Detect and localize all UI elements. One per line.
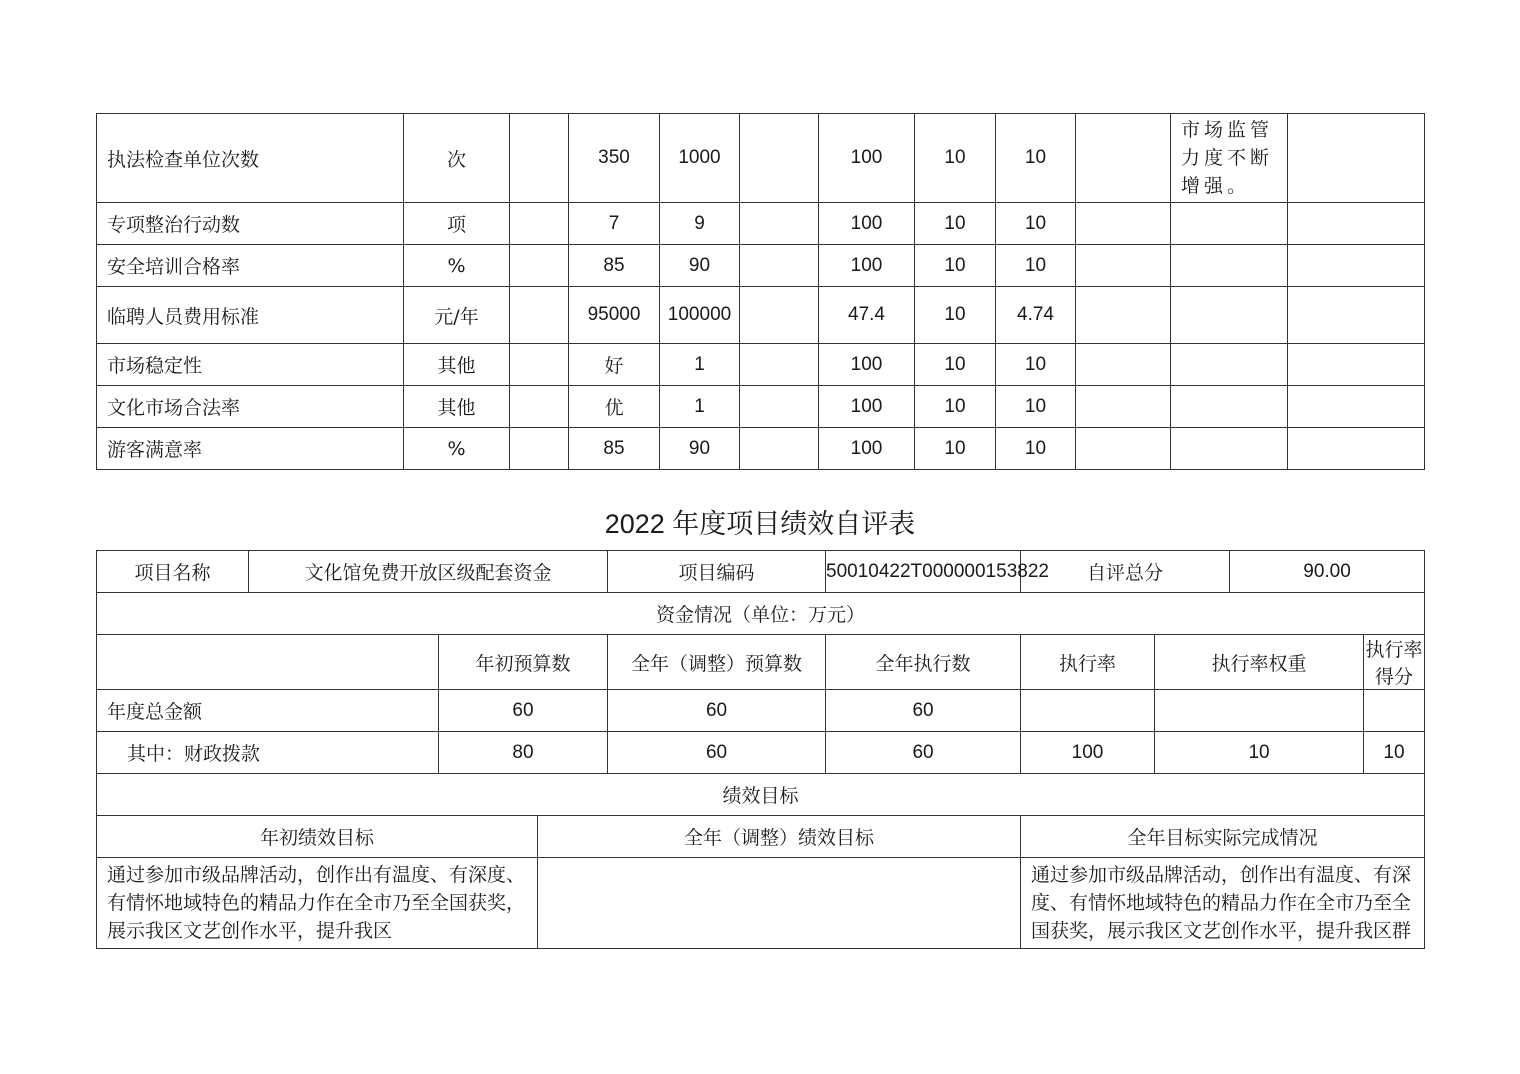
table-row (97, 551, 1425, 593)
table-row (97, 344, 1425, 386)
table-row (97, 386, 1425, 428)
table-row (97, 858, 1425, 949)
indicator-planned: 85 (569, 245, 660, 287)
indicator-actual: 1 (660, 344, 740, 386)
funds-value: 60 (439, 690, 608, 732)
table-row (97, 203, 1425, 245)
goals-header: 绩效目标 (97, 774, 1425, 816)
indicator-planned: 好 (569, 344, 660, 386)
indicator-unit: 次 (404, 114, 510, 203)
table-row (97, 690, 1425, 732)
funds-col-header: 执行率 (1021, 635, 1155, 690)
funds-value (1155, 690, 1364, 732)
table-row (97, 287, 1425, 344)
indicator-name: 执法检查单位次数 (97, 114, 404, 203)
indicator-actual: 9 (660, 203, 740, 245)
indicator-score: 10 (996, 245, 1076, 287)
indicator-planned: 85 (569, 428, 660, 470)
indicator-rate: 100 (819, 114, 915, 203)
funds-row-label: 其中：财政拨款 (97, 732, 439, 774)
goal-actual: 通过参加市级品牌活动，创作出有温度、有深度、有情怀地域特色的精品力作在全市乃至全国获奖，展示我区文艺创作水平，提升我区群 (1021, 858, 1425, 949)
project-code: 50010422T000000153822 (826, 551, 1021, 593)
indicator-actual: 1 (660, 386, 740, 428)
project-code-label: 项目编码 (608, 551, 826, 593)
indicator-unit: 项 (404, 203, 510, 245)
indicator-planned: 95000 (569, 287, 660, 344)
funds-value: 10 (1364, 732, 1425, 774)
indicator-rate: 100 (819, 428, 915, 470)
funds-value: 80 (439, 732, 608, 774)
total-score: 90.00 (1230, 551, 1425, 593)
indicator-unit: % (404, 245, 510, 287)
funds-col-header: 执行率权重 (1155, 635, 1364, 690)
self-evaluation-form (96, 550, 1425, 949)
goals-col-header: 全年目标实际完成情况 (1021, 816, 1425, 858)
indicator-actual: 90 (660, 245, 740, 287)
funds-value: 10 (1155, 732, 1364, 774)
indicator-note (1171, 287, 1288, 344)
indicator-weight: 10 (915, 245, 996, 287)
funds-col-header: 执行率得分 (1364, 635, 1425, 690)
indicator-planned: 7 (569, 203, 660, 245)
funds-col-header: 年初预算数 (439, 635, 608, 690)
table-row (97, 816, 1425, 858)
indicator-unit: 元/年 (404, 287, 510, 344)
funds-value: 60 (826, 690, 1021, 732)
indicator-actual: 1000 (660, 114, 740, 203)
indicator-name: 安全培训合格率 (97, 245, 404, 287)
table-row (97, 732, 1425, 774)
indicator-rate: 100 (819, 386, 915, 428)
indicator-score: 4.74 (996, 287, 1076, 344)
indicator-unit: 其他 (404, 344, 510, 386)
indicator-note: 市场监管力度不断增强。 (1171, 114, 1288, 203)
indicator-score: 10 (996, 203, 1076, 245)
indicator-note (1171, 344, 1288, 386)
funds-value (1364, 690, 1425, 732)
goals-col-header: 年初绩效目标 (97, 816, 538, 858)
table-row (97, 593, 1425, 635)
indicator-score: 10 (996, 428, 1076, 470)
indicator-weight: 10 (915, 428, 996, 470)
indicator-weight: 10 (915, 386, 996, 428)
table-row (97, 635, 1425, 690)
funds-value: 100 (1021, 732, 1155, 774)
goal-adjusted (538, 858, 1021, 949)
indicator-weight: 10 (915, 203, 996, 245)
table-row (97, 245, 1425, 287)
indicator-rate: 100 (819, 245, 915, 287)
indicator-note (1171, 203, 1288, 245)
funds-value: 60 (608, 732, 826, 774)
funds-value: 60 (608, 690, 826, 732)
goals-col-header: 全年（调整）绩效目标 (538, 816, 1021, 858)
indicator-actual: 90 (660, 428, 740, 470)
table-row (97, 774, 1425, 816)
indicator-name: 临聘人员费用标准 (97, 287, 404, 344)
indicator-rate: 100 (819, 344, 915, 386)
total-score-label: 自评总分 (1021, 551, 1230, 593)
goal-initial: 通过参加市级品牌活动，创作出有温度、有深度、有情怀地域特色的精品力作在全市乃至全国获奖，展示我区文艺创作水平，提升我区 (97, 858, 538, 949)
indicator-rate: 100 (819, 203, 915, 245)
indicator-score: 10 (996, 114, 1076, 203)
project-name-label: 项目名称 (97, 551, 249, 593)
indicator-weight: 10 (915, 344, 996, 386)
indicator-planned: 350 (569, 114, 660, 203)
indicator-name: 专项整治行动数 (97, 203, 404, 245)
funds-row-label: 年度总金额 (97, 690, 439, 732)
indicator-weight: 10 (915, 114, 996, 203)
indicator-unit: % (404, 428, 510, 470)
funds-value (1021, 690, 1155, 732)
indicator-actual: 100000 (660, 287, 740, 344)
indicator-name: 市场稳定性 (97, 344, 404, 386)
indicator-note (1171, 428, 1288, 470)
indicator-note (1171, 245, 1288, 287)
indicator-name: 文化市场合法率 (97, 386, 404, 428)
table-row (97, 114, 1425, 203)
indicator-weight: 10 (915, 287, 996, 344)
indicator-unit: 其他 (404, 386, 510, 428)
table-row (97, 428, 1425, 470)
indicator-score: 10 (996, 344, 1076, 386)
page-title: 2022 年度项目绩效自评表 (604, 509, 916, 539)
indicator-note (1171, 386, 1288, 428)
indicator-score: 10 (996, 386, 1076, 428)
indicator-table (96, 113, 1425, 470)
indicator-planned: 优 (569, 386, 660, 428)
funds-value: 60 (826, 732, 1021, 774)
project-name: 文化馆免费开放区级配套资金 (249, 551, 608, 593)
indicator-name: 游客满意率 (97, 428, 404, 470)
funds-col-header: 全年执行数 (826, 635, 1021, 690)
funds-header: 资金情况（单位：万元） (97, 593, 1425, 635)
funds-col-header: 全年（调整）预算数 (608, 635, 826, 690)
indicator-rate: 47.4 (819, 287, 915, 344)
